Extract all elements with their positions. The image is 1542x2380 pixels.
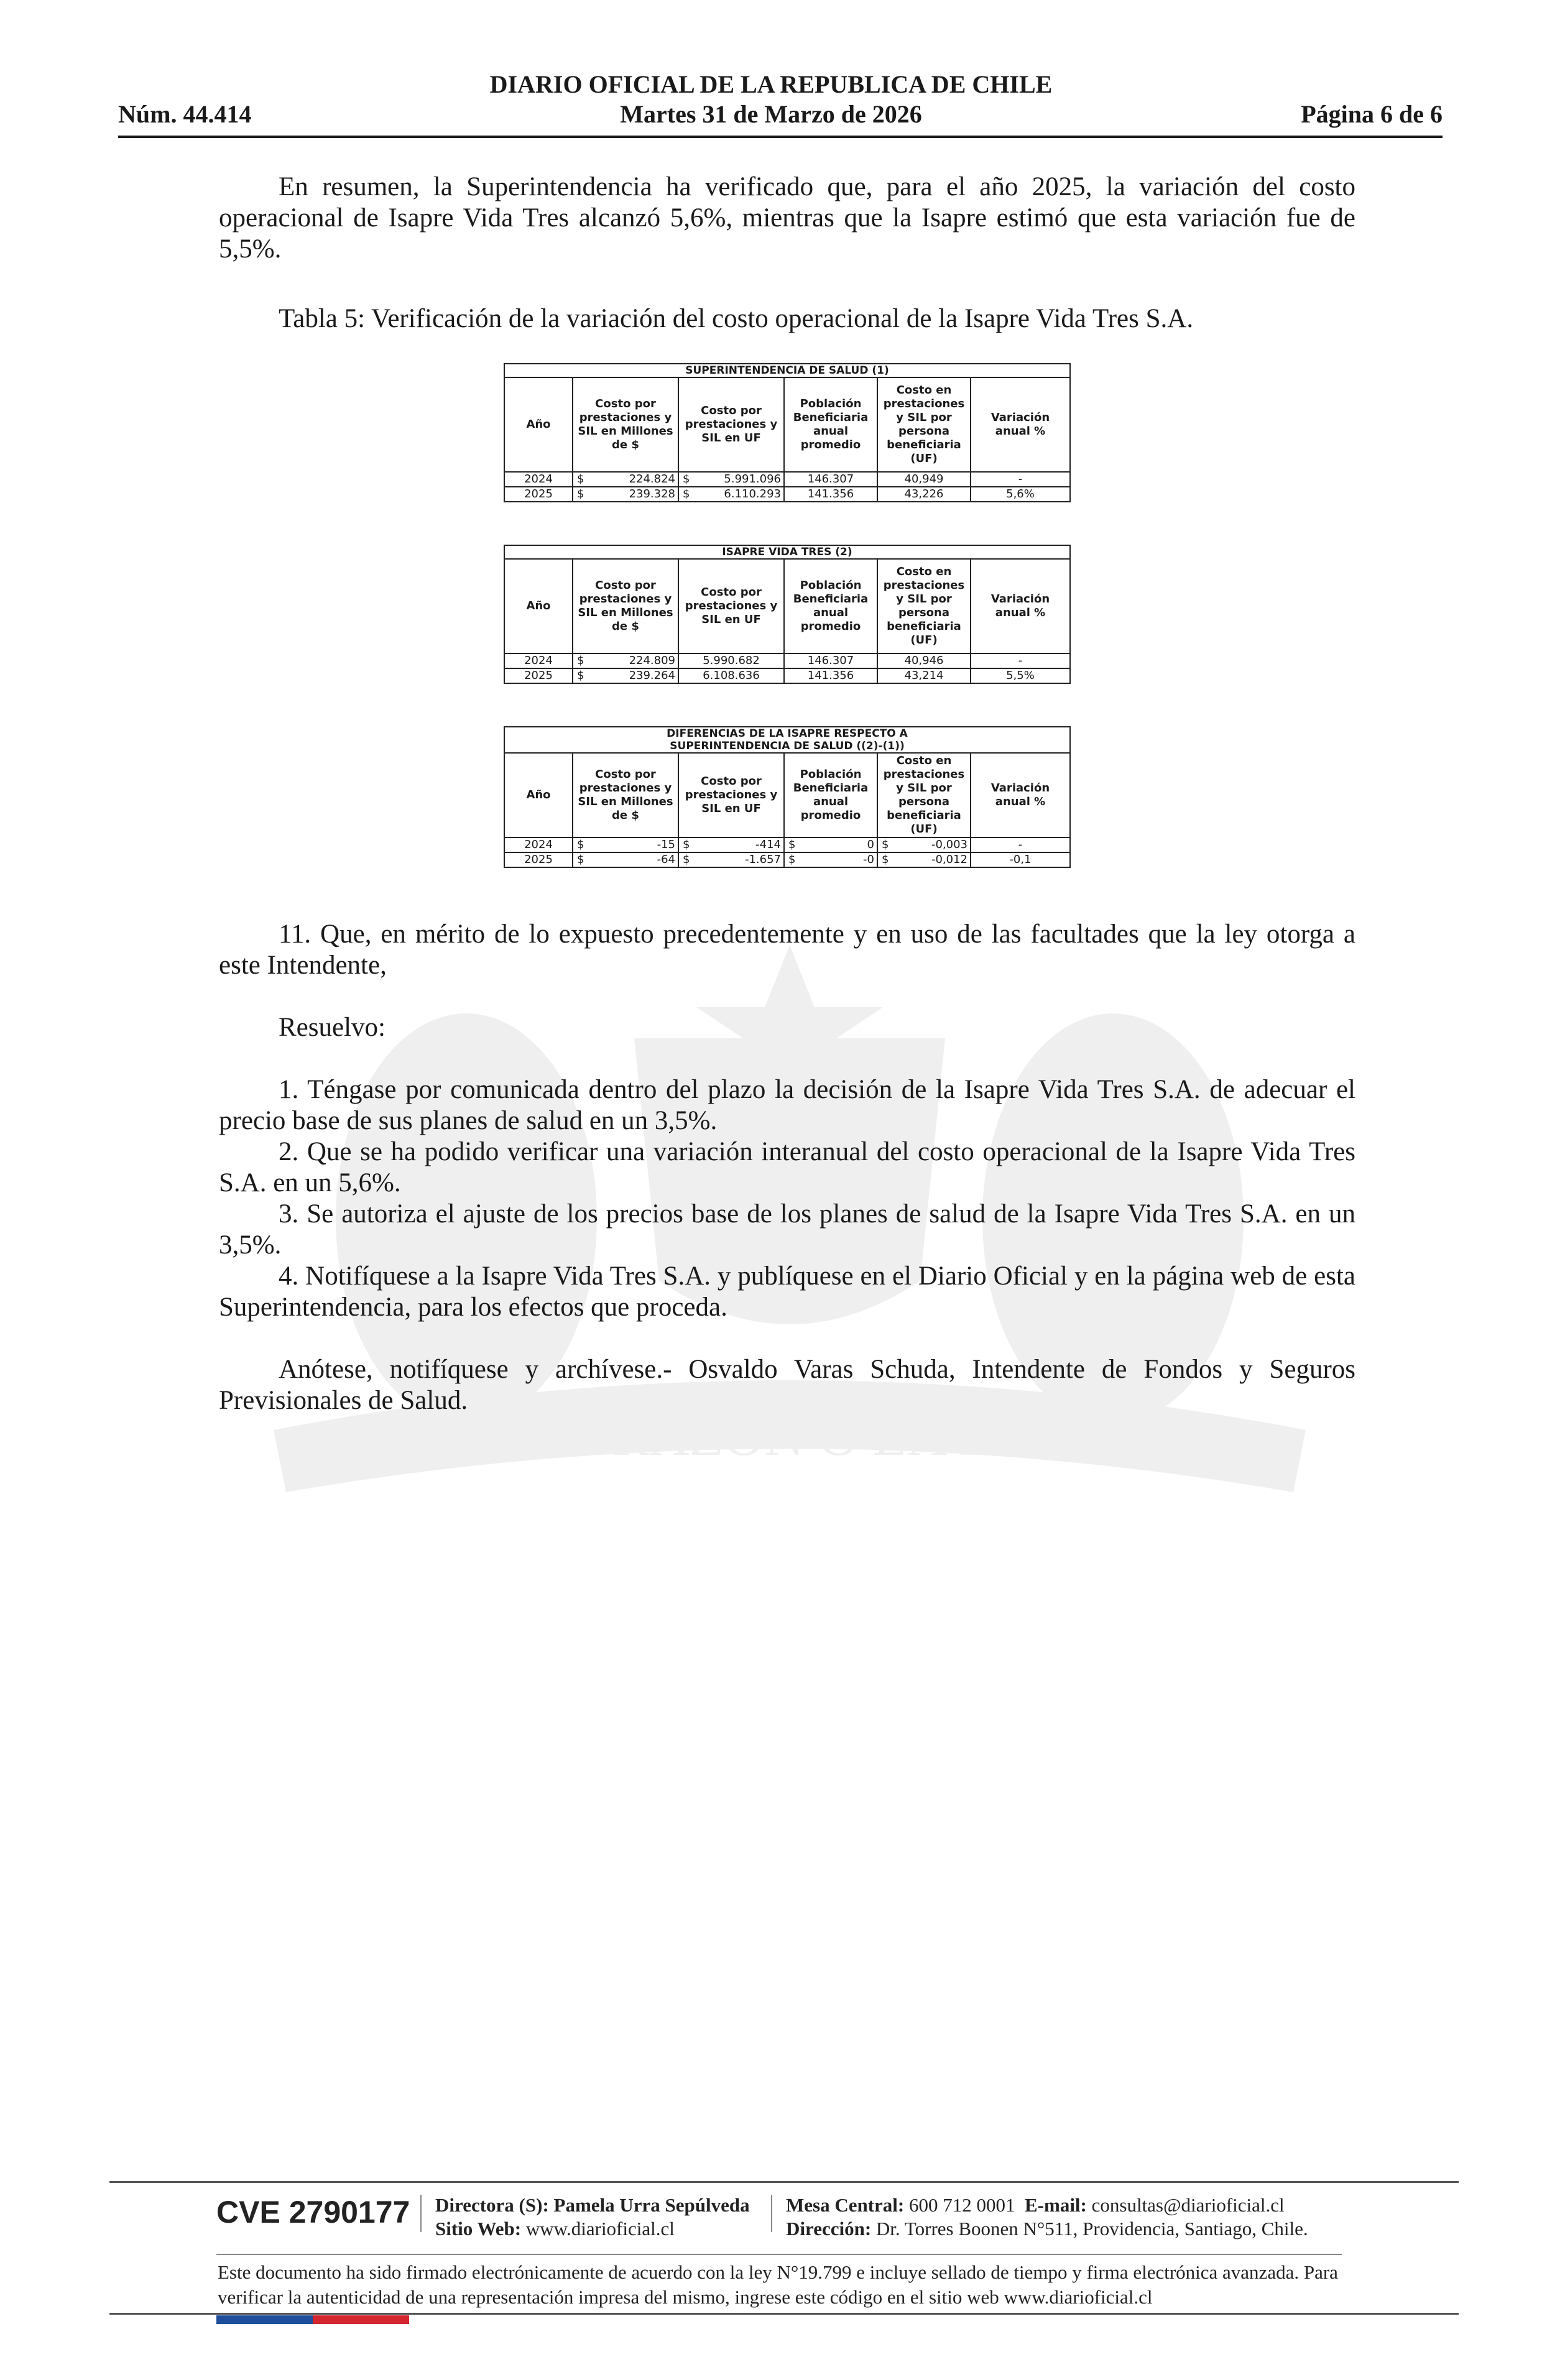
footer-director: Directora (S): Pamela Urra Sepúlveda [435, 2194, 750, 2216]
closing-signature: Anótese, notifíquese y archívese.- Osvaldo Varas Schuda, Intendente de Fondos y Seguros Previsionales de Salud. [219, 1355, 1355, 1415]
col-variation: Variación anual % [971, 377, 1070, 472]
cell-cost-clp: $ 239.264 [573, 668, 678, 683]
col-population: Población Beneficiaria anual promedio [784, 753, 877, 837]
resolution-item-1: 1. Téngase por comunicada dentro del plazo la decisión de la Isapre Vida Tres S.A. de adecuar el precio base de sus planes de salud en un 3,5%. [219, 1075, 1355, 1135]
cell-cost-per-person: 43,214 [877, 668, 971, 683]
flag-stripe-blue [216, 2315, 313, 2324]
cell-population: 146.307 [784, 653, 877, 668]
email-link[interactable]: consultas@diarioficial.cl [1091, 2194, 1285, 2216]
cell-cost-clp: $ -64 [573, 852, 678, 867]
website-link[interactable]: www.diarioficial.cl [525, 2218, 675, 2239]
cell-year: 2024 [504, 837, 573, 852]
cell-population: $ -0 [784, 852, 877, 867]
footer-top-rule [109, 2181, 1459, 2183]
col-cost-clp: Costo por prestaciones y SIL en Millones de $ [573, 377, 678, 472]
newspaper-title: DIARIO OFICIAL DE LA REPUBLICA DE CHILE [489, 70, 1053, 98]
cell-variation: -0,1 [971, 852, 1070, 867]
resolution-item-4: 4. Notifíquese a la Isapre Vida Tres S.A. y publíquese en el Diario Oficial y en la página web de esta Superintendencia, para los efectos que proceda. [219, 1261, 1355, 1322]
resolution-item-3: 3. Se autoriza el ajuste de los precios base de los planes de salud de la Isapre Vida Tres S.A. en un 3,5%. [219, 1199, 1355, 1260]
table-title: SUPERINTENDENCIA DE SALUD (1) [504, 364, 1070, 377]
col-variation: Variación anual % [971, 753, 1070, 837]
col-cost-per-person: Costo en prestaciones y SIL por persona beneficiaria (UF) [877, 753, 971, 837]
cell-cost-per-person: 40,949 [877, 472, 971, 487]
footer-website: Sitio Web: www.diarioficial.cl [435, 2218, 675, 2239]
table-row [504, 852, 1070, 867]
cell-cost-clp: $ 224.824 [573, 472, 678, 487]
cell-population: 146.307 [784, 472, 877, 487]
cell-cost-uf: 6.108.636 [678, 668, 784, 683]
cell-population: 141.356 [784, 487, 877, 502]
resolution-item-2: 2. Que se ha podido verificar una variación interanual del costo operacional de la Isapre Vida Tres S.A. en un 5,6%. [219, 1137, 1355, 1197]
flag-stripe-red [313, 2315, 409, 2324]
cell-population: $ 0 [784, 837, 877, 852]
cell-cost-clp: $ 239.328 [573, 487, 678, 502]
motto-text: POR LA RAZON O LA FUERZA [403, 1406, 1176, 1467]
col-cost-uf: Costo por prestaciones y SIL en UF [678, 559, 784, 653]
footer-mid-rule [216, 2254, 1342, 2255]
col-population: Población Beneficiaria anual promedio [784, 559, 877, 653]
cell-variation: - [971, 472, 1070, 487]
cell-year: 2024 [504, 653, 573, 668]
cell-variation: - [971, 837, 1070, 852]
paragraph-11: 11. Que, en mérito de lo expuesto precedentemente y en uso de las facultades que la ley otorga a este Intendente, [219, 920, 1355, 980]
col-year: Año [504, 753, 573, 837]
cell-year: 2025 [504, 668, 573, 683]
cell-cost-per-person: 43,226 [877, 487, 971, 502]
resuelvo-heading: Resuelvo: [279, 1013, 386, 1042]
cell-variation: 5,6% [971, 487, 1070, 502]
col-cost-clp: Costo por prestaciones y SIL en Millones de $ [573, 753, 678, 837]
header-divider [118, 136, 1443, 138]
table-row [504, 653, 1070, 668]
cell-variation: - [971, 653, 1070, 668]
footer-separator [771, 2195, 772, 2232]
col-cost-uf: Costo por prestaciones y SIL en UF [678, 377, 784, 472]
col-year: Año [504, 377, 573, 472]
footer-bottom-rule [109, 2313, 1459, 2315]
col-cost-clp: Costo por prestaciones y SIL en Millones de $ [573, 559, 678, 653]
cell-cost-per-person: $ -0,012 [877, 852, 971, 867]
col-cost-per-person: Costo en prestaciones y SIL por persona beneficiaria (UF) [877, 377, 971, 472]
table-isapre [504, 545, 1071, 684]
cell-cost-uf: $ -414 [678, 837, 784, 852]
cell-year: 2025 [504, 852, 573, 867]
cell-population: 141.356 [784, 668, 877, 683]
col-cost-per-person: Costo en prestaciones y SIL por persona beneficiaria (UF) [877, 559, 971, 653]
col-year: Año [504, 559, 573, 653]
issue-date: Martes 31 de Marzo de 2026 [620, 100, 922, 128]
col-population: Población Beneficiaria anual promedio [784, 377, 877, 472]
table-title: DIFERENCIAS DE LA ISAPRE RESPECTO A SUPERINTENDENCIA DE SALUD ((2)-(1)) [504, 727, 1070, 753]
paragraph-summary: En resumen, la Superintendencia ha verificado que, para el año 2025, la variación del costo operacional de Isapre Vida Tres alcanzó 5,6%, mientras que la Isapre estimó que esta variación fue de 5,5%. [219, 172, 1355, 264]
cell-year: 2025 [504, 487, 573, 502]
issue-number: Núm. 44.414 [118, 100, 252, 128]
table-row [504, 472, 1070, 487]
table-caption: Tabla 5: Verificación de la variación del costo operacional de la Isapre Vida Tres S.A. [279, 304, 1194, 333]
col-cost-uf: Costo por prestaciones y SIL en UF [678, 753, 784, 837]
cell-cost-per-person: 40,946 [877, 653, 971, 668]
cell-cost-clp: $ -15 [573, 837, 678, 852]
cell-cost-clp: $ 224.809 [573, 653, 678, 668]
cell-cost-uf: $ 5.991.096 [678, 472, 784, 487]
table-row [504, 837, 1070, 852]
table-superintendencia [504, 363, 1071, 502]
footer-address: Dirección: Dr. Torres Boonen N°511, Providencia, Santiago, Chile. [786, 2218, 1308, 2239]
cve-code: CVE 2790177 [216, 2195, 410, 2230]
cell-cost-uf: $ 6.110.293 [678, 487, 784, 502]
cell-variation: 5,5% [971, 668, 1070, 683]
page-indicator: Página 6 de 6 [1301, 100, 1443, 128]
cell-cost-uf: 5.990.682 [678, 653, 784, 668]
table-title: ISAPRE VIDA TRES (2) [504, 545, 1070, 559]
table-row [504, 668, 1070, 683]
footer-contact: Mesa Central: 600 712 0001 E-mail: consultas@diarioficial.cl [786, 2194, 1285, 2216]
footer-legal-notice: Este documento ha sido firmado electrónicamente de acuerdo con la ley N°19.799 e incluye sellado de tiempo y firma electrónica avanzada. Para verificar la autenticidad de una representación impresa del mismo, ingrese este código en el sitio web www.diarioficial.cl [218, 2261, 1338, 2308]
table-row [504, 487, 1070, 502]
cell-cost-per-person: $ -0,003 [877, 837, 971, 852]
footer-separator [420, 2195, 422, 2232]
cell-year: 2024 [504, 472, 573, 487]
table-differences [504, 726, 1071, 868]
col-variation: Variación anual % [971, 559, 1070, 653]
cell-cost-uf: $ -1.657 [678, 852, 784, 867]
